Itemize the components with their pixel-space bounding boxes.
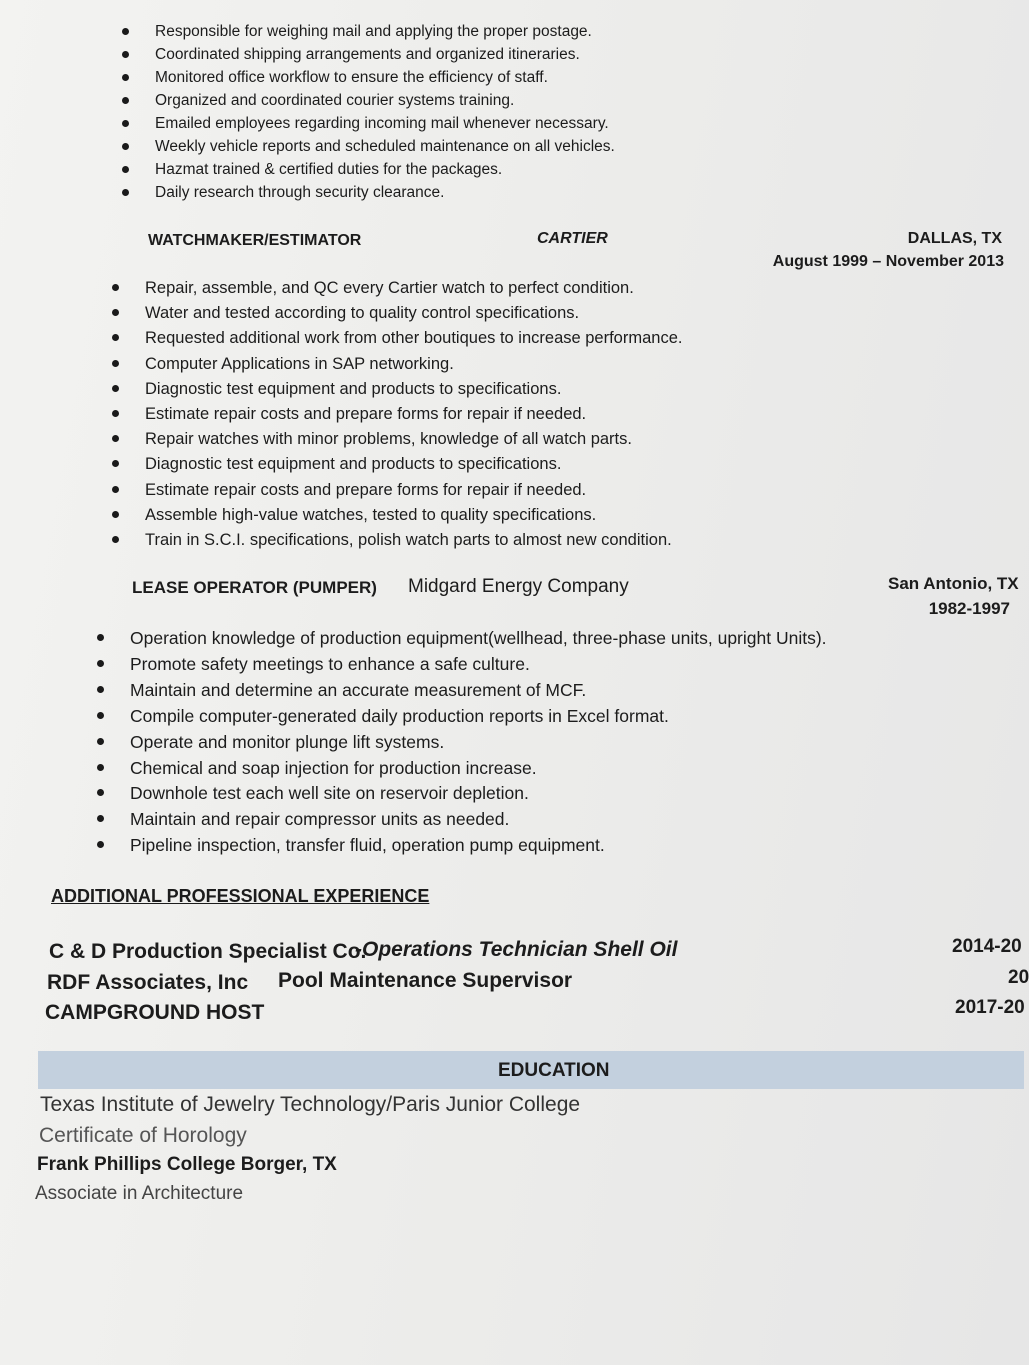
company-cartier: CARTIER [537,230,608,247]
list-item: Operate and monitor plunge lift systems. [130,730,827,756]
additional-row1-role: -Operations Technician Shell Oil [355,938,678,961]
list-item: Requested additional work from other boutiques to increase performance. [145,326,682,351]
list-item: Maintain and repair compressor units as needed. [130,807,827,833]
list-item: Compile computer-generated daily production reports in Excel format. [130,704,827,730]
list-item: Weekly vehicle reports and scheduled maintenance on all vehicles. [155,135,615,158]
list-item: Promote safety meetings to enhance a safe culture. [130,652,827,678]
list-item: Water and tested according to quality control specifications. [145,301,682,326]
dates-cartier: August 1999 – November 2013 [772,253,1004,270]
additional-row1-company: C & D Production Specialist Co. [49,940,367,963]
list-item: Hazmat trained & certified duties for the packages. [155,158,615,181]
list-item: Responsible for weighing mail and applying the proper postage. [155,20,615,43]
education-cert-1: Certificate of Horology [39,1124,247,1147]
list-item: Downhole test each well site on reservoir depletion. [130,781,827,807]
additional-row1-dates: 2014-20 [952,936,1022,957]
list-item: Estimate repair costs and prepare forms for repair if needed. [145,402,682,427]
education-school-1: Texas Institute of Jewelry Technology/Paris Junior College [40,1093,581,1116]
job-title-cartier: WATCHMAKER/ESTIMATOR [148,232,362,249]
list-item: Monitored office workflow to ensure the efficiency of staff. [155,66,615,89]
education-school-2: Frank Phillips College Borger, TX [37,1154,337,1175]
job-title-midgard: LEASE OPERATOR (PUMPER) [132,578,377,597]
education-band [38,1051,1024,1089]
additional-row2-dates: 20 [1008,967,1029,988]
location-midgard: San Antonio, TX [888,574,1019,593]
list-item: Assemble high-value watches, tested to quality specifications. [145,503,682,528]
midgard-duties-list [130,626,827,859]
dates-midgard: 1982-1997 [928,599,1010,618]
additional-row2-role: Pool Maintenance Supervisor [278,969,573,992]
cartier-duties-list [145,276,682,553]
list-item: Coordinated shipping arrangements and organized itineraries. [155,43,615,66]
list-item: Pipeline inspection, transfer fluid, operation pump equipment. [130,833,827,859]
list-item: Maintain and determine an accurate measurement of MCF. [130,678,827,704]
additional-row3-company: CAMPGROUND HOST [45,1001,265,1024]
list-item: Chemical and soap injection for production increase. [130,756,827,782]
company-midgard: Midgard Energy Company [408,576,629,597]
list-item: Train in S.C.I. specifications, polish watch parts to almost new condition. [145,528,682,553]
list-item: Organized and coordinated courier systems training. [155,89,615,112]
list-item: Diagnostic test equipment and products to specifications. [145,377,682,402]
list-item: Repair, assemble, and QC every Cartier watch to perfect condition. [145,276,682,301]
top-duties-list [155,20,615,204]
additional-row2-company: RDF Associates, Inc [47,971,249,994]
education-heading: EDUCATION [498,1060,610,1081]
list-item: Emailed employees regarding incoming mail whenever necessary. [155,112,615,135]
list-item: Repair watches with minor problems, knowledge of all watch parts. [145,427,682,452]
list-item: Diagnostic test equipment and products to specifications. [145,452,682,477]
list-item: Daily research through security clearance. [155,181,615,204]
list-item: Computer Applications in SAP networking. [145,352,682,377]
additional-experience-heading: ADDITIONAL PROFESSIONAL EXPERIENCE [51,886,430,906]
list-item: Estimate repair costs and prepare forms for repair if needed. [145,478,682,503]
list-item: Operation knowledge of production equipment(wellhead, three-phase units, upright Units). [130,626,827,652]
education-cert-2: Associate in Architecture [35,1183,244,1204]
location-cartier: DALLAS, TX [907,230,1002,247]
additional-row3-dates: 2017-20 [955,997,1025,1018]
